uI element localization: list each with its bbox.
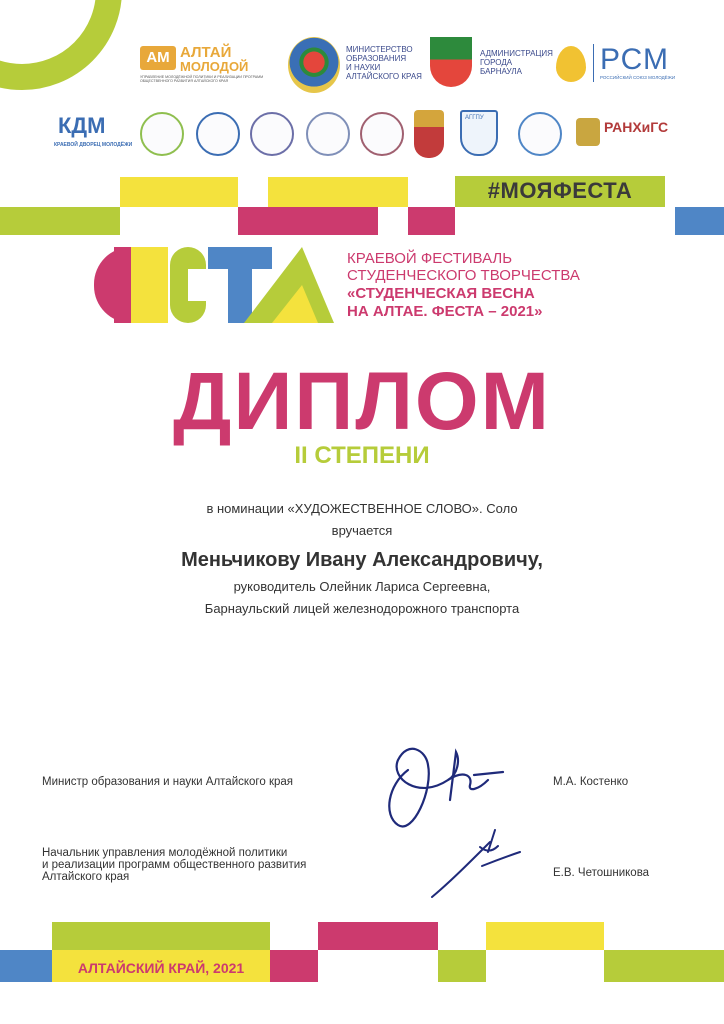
decor-block [52,922,270,950]
recipient-name: Меньчикову Ивану Александровичу, [181,549,543,571]
altai-molodoy-logo [140,44,270,90]
partner-seal-icon [306,112,350,156]
ministry-line4: АЛТАЙСКОГО КРАЯ [346,72,422,81]
festa-logo [94,247,334,323]
head-name: Е.В. Четошникова [553,867,650,879]
altai-logo-caption: УПРАВЛЕНИЕ МОЛОДЁЖНОЙ ПОЛИТИКИ И РЕАЛИЗАЦИИ ПРОГРАММ ОБЩЕСТВЕННОГО РАЗВИТИЯ АЛТАЙСКОГО КРАЯ [140,75,264,83]
decor-block [486,922,604,950]
partner-seal-icon [250,112,294,156]
rsm-divider [593,44,594,82]
ranhigs-emblem-icon [576,118,600,146]
festival-line1: КРАЕВОЙ ФЕСТИВАЛЬ [347,250,513,267]
diploma-title: ДИПЛОМ [173,356,551,447]
kdm-logo-name: КДМ [58,113,106,138]
nomination-text: в номинации «ХУДОЖЕСТВЕННОЕ СЛОВО». Соло [206,501,518,516]
minister-title: Министр образования и науки Алтайского края [42,776,294,788]
decor-block [238,207,378,235]
decor-block [0,207,120,235]
decor-block [0,950,52,982]
decor-block [408,207,455,235]
decor-block [604,950,724,982]
ministry-line3: И НАУКИ [346,63,381,72]
altai-logo-line1: АЛТАЙ [180,44,232,61]
minister-name: М.А. Костенко [553,776,629,788]
ministry-line1: МИНИСТЕРСТВО [346,45,413,54]
festa-logo-block [228,247,252,323]
partner-seal-icon [360,112,404,156]
partner-seal-icon [140,112,184,156]
institution-text: Барнаульский лицей железнодорожного транспорта [204,601,520,616]
footer-text: АЛТАЙСКИЙ КРАЙ, 2021 [77,960,245,976]
head-signature [420,822,530,902]
rsm-leaf-icon [556,46,586,82]
decor-block [270,950,318,982]
admin-line1: АДМИНИСТРАЦИЯ [480,49,553,58]
agppu-logo-name: АГГПУ [465,115,484,121]
decor-block [120,177,238,207]
festa-logo-block [131,247,168,323]
decor-block [318,922,438,950]
festa-logo-block [188,269,206,301]
ministry-emblem-icon [288,37,340,93]
decor-block [675,207,724,235]
kdm-logo-caption: КРАЕВОЙ ДВОРЕЦ МОЛОДЁЖИ [54,142,133,148]
altai-logo-line2: МОЛОДОЙ [180,59,249,74]
barnaul-coat-of-arms-icon [430,37,472,87]
festival-line4: НА АЛТАЕ. ФЕСТА – 2021» [347,303,543,320]
police-emblem-icon [414,110,444,158]
admin-line2: ГОРОДА [480,58,513,67]
am-logo-icon: АМ [140,46,176,70]
decor-block [268,177,408,207]
ranhigs-logo-name: РАНХиГС [604,119,669,135]
festa-logo-block [114,247,131,323]
admin-line3: БАРНАУЛА [480,67,522,76]
rsm-logo-caption: РОССИЙСКИЙ СОЮЗ МОЛОДЁЖИ [600,75,676,80]
rsm-logo-name: РСМ [600,43,669,76]
diploma-degree: II СТЕПЕНИ [294,442,430,469]
hashtag-text: #МОЯФЕСТА [487,178,633,203]
partner-seal-icon [518,112,562,156]
awarded-text: вручается [331,523,393,538]
corner-ring-decoration [0,0,122,90]
festival-line3: «СТУДЕНЧЕСКАЯ ВЕСНА [347,285,535,302]
head-title-line2: и реализации программ общественного развития [42,859,307,871]
head-title-line3: Алтайского края [42,871,130,883]
festival-line2: СТУДЕНЧЕСКОГО ТВОРЧЕСТВА [347,267,580,284]
head-title-line1: Начальник управления молодёжной политики [42,847,288,859]
leader-text: руководитель Олейник Лариса Сергеевна, [233,579,491,594]
ministry-line2: ОБРАЗОВАНИЯ [346,54,407,63]
partner-seal-icon [196,112,240,156]
decor-block [438,950,486,982]
